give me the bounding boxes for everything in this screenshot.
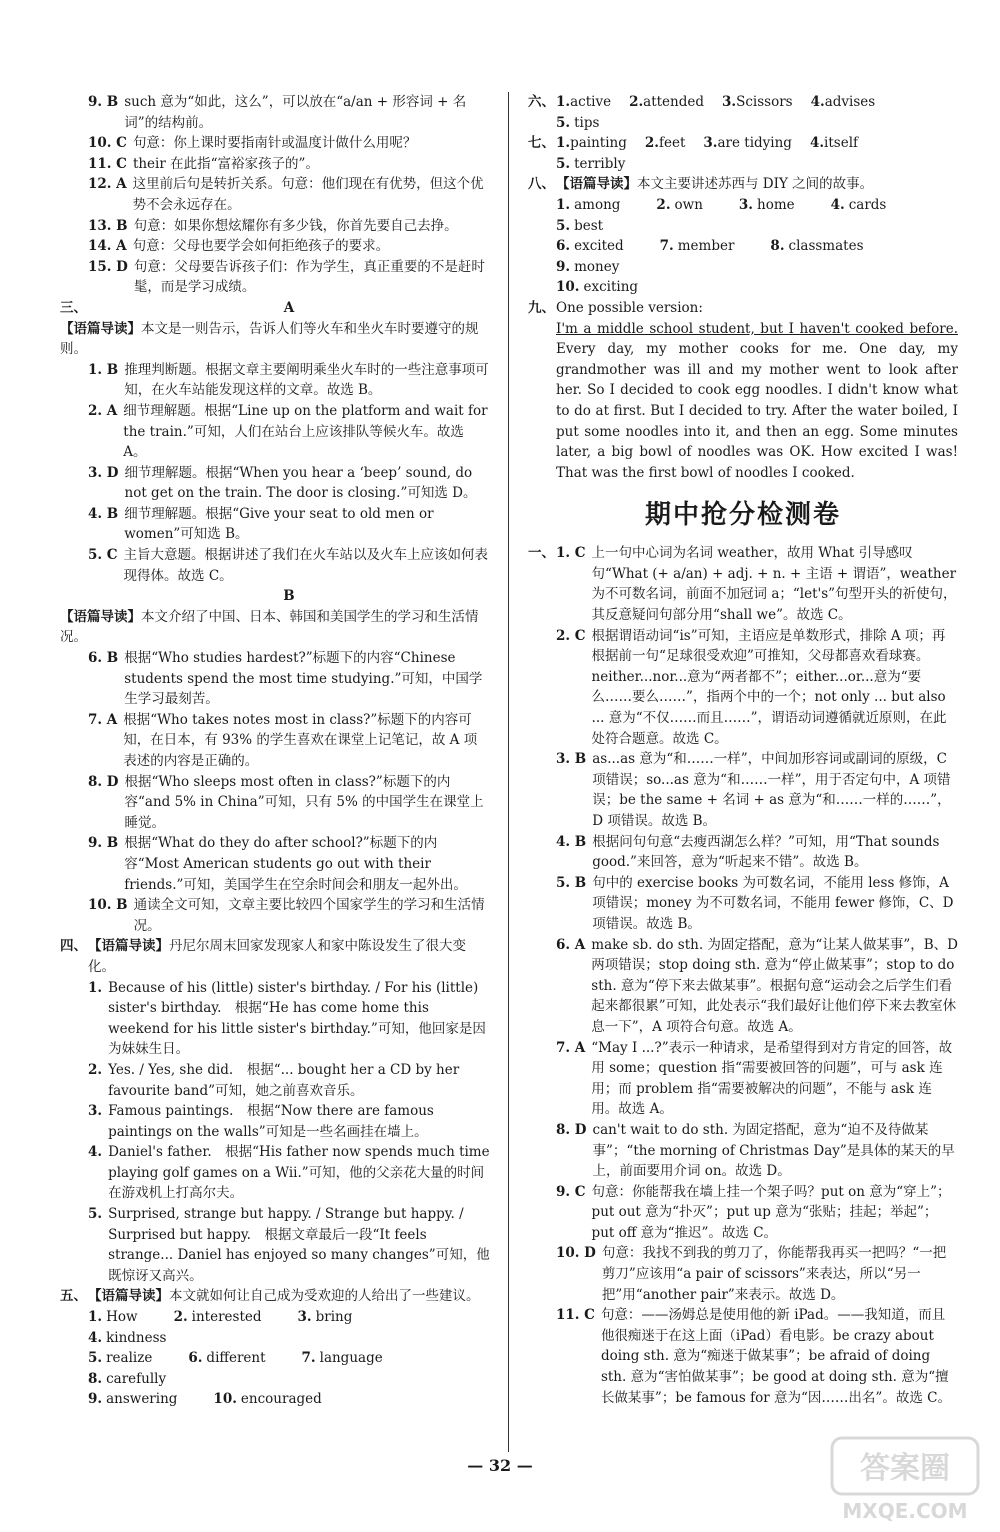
answer-item — [528, 832, 958, 873]
fill-answer — [629, 92, 704, 113]
answer-number: 1. — [556, 94, 571, 110]
section-guide — [88, 936, 490, 977]
fill-answer — [88, 1348, 170, 1369]
guide-label: 【语篇导读】 — [88, 1288, 169, 1305]
answer-number: 10. — [213, 1391, 237, 1408]
answer-number: 8. — [88, 1370, 103, 1387]
answer-number: 3. — [88, 1103, 103, 1120]
answer-word: cards — [848, 196, 887, 213]
fill-answer — [298, 1307, 371, 1328]
section-header — [528, 92, 958, 113]
answer-number: 7. — [301, 1350, 316, 1367]
answer-explanation: 细节理解题。根据“Line up on the platform and wait for the train.”可知，人们在站台上应该排队等候火车。故选 A。 — [123, 402, 488, 461]
section-guide — [556, 174, 958, 195]
answer-word: excited — [574, 238, 624, 255]
answer-explanation: 句意：我找不到我的剪刀了，你能帮我再买一把吗？“一把剪刀”应该用“a pair of scissors”来表达，所以“另一把”用“another pair”来表示。故选 D。 — [601, 1245, 947, 1303]
answer-number: 10. B — [88, 897, 128, 914]
answer-number: 8. D — [88, 773, 119, 790]
answer-word: painting — [570, 135, 627, 152]
answer-explanation: 根据问句句意“去瘦西湖怎么样？”可知，用“That sounds good.”来回答，意为“听起来不错”。故选 B。 — [592, 833, 940, 871]
section-header — [60, 1286, 490, 1307]
answer-word: interested — [191, 1309, 262, 1326]
answer-explanation: 细节理解题。根据“When you hear a ‘beep’ sound, do not get on the train. The door is closing.”可知选 D。 — [124, 464, 477, 502]
answer-number: 15. D — [88, 258, 128, 275]
section-label: 五、 — [60, 1288, 87, 1305]
section-header — [528, 543, 958, 625]
fill-answer — [556, 113, 617, 134]
fill-answer — [770, 236, 881, 257]
answer-number: 2. — [173, 1309, 188, 1326]
answer-explanation: 句意：你上课时要指南针或温度计做什么用呢？ — [132, 135, 417, 152]
answer-number: 2. — [644, 135, 659, 152]
page-number: — 32 — — [467, 1456, 533, 1475]
answer-explanation: 主旨大意题。根据讲述了我们在火车站以及火车上应该如何表现得体。故选 C。 — [123, 547, 489, 584]
answer-row — [528, 113, 958, 134]
answer-explanation: Surprised, strange but happy. / Strange but happy. / Surprised but happy. 根据文章最后一段“It feels strange... Daniel has enjoyed so many changes”可知，他既惊讶又高兴。 — [108, 1206, 490, 1284]
answer-explanation: 句意：如果你想炫耀你有多少钱，你首先要自己去挣。 — [133, 217, 458, 234]
fill-answer — [556, 277, 656, 298]
answer-explanation: 句中的 exercise books 为可数名词，不能用 less 修饰，A 项错误；money 为不可数名词，不能用 fewer 修饰，C、D 项错误。故选 B。 — [592, 874, 954, 932]
answer-number: 3. — [722, 94, 737, 110]
answer-number: 1. B — [88, 361, 119, 378]
answer-item — [60, 772, 490, 834]
answer-item — [60, 978, 490, 1060]
svg-text:MXQE.COM: MXQE.COM — [842, 1499, 968, 1523]
answer-number: 12. A — [88, 176, 127, 193]
answer-number: 4. — [830, 196, 845, 213]
answer-word: own — [674, 196, 703, 213]
answer-number: 1. — [556, 135, 571, 152]
fill-answer — [188, 1348, 283, 1369]
answer-word: feet — [658, 135, 686, 152]
fill-answer — [556, 154, 643, 175]
answer-item — [60, 895, 490, 936]
answer-item — [60, 463, 490, 504]
answer-number: 2. — [656, 196, 671, 213]
guide-text: 本文就如何让自己成为受欢迎的人给出了一些建议。 — [169, 1288, 480, 1305]
answer-number: 2. — [629, 94, 644, 110]
fill-answer — [556, 236, 642, 257]
answer-word: tips — [574, 114, 600, 131]
answer-explanation: 根据“Who takes notes most in class?”标题下的内容可知，在日本，有 93% 的学生喜欢在课堂上记笔记，故 A 项表述的内容是正确的。 — [123, 711, 478, 769]
fill-answer — [174, 1307, 280, 1328]
answer-explanation: 句意：父母要告诉孩子们：作为学生，真正重要的不是赶时髦，而是学习成绩。 — [133, 258, 485, 296]
fill-answer — [739, 195, 813, 216]
section-label: 六、 — [528, 94, 555, 110]
answer-row — [60, 1307, 490, 1348]
answer-explanation: such 意为“如此，这么”，可以放在“a/an + 形容词 + 名词”的结构前。 — [124, 94, 467, 131]
guide-text: 丹尼尔周末回家发现家人和家中陈设发生了很大变化。 — [88, 938, 466, 975]
column-divider — [508, 92, 509, 1452]
answer-item — [528, 749, 958, 831]
fill-answer — [810, 133, 858, 154]
answer-item — [528, 1038, 958, 1120]
fill-answer — [556, 133, 627, 154]
answer-number: 5. C — [88, 547, 118, 564]
answer-item — [60, 174, 490, 215]
answer-number: 3. — [297, 1309, 312, 1326]
section-header — [528, 298, 958, 319]
answer-word: exciting — [583, 279, 639, 296]
fill-answer — [213, 1389, 339, 1410]
section-label: 一、 — [528, 545, 555, 562]
answer-number: 9. — [556, 258, 571, 275]
answer-word: are tidying — [717, 135, 792, 152]
answer-explanation: Yes. / Yes, she did. 根据“... bought her a CD by her favourite band”可知，她之前喜欢音乐。 — [108, 1061, 460, 1099]
answer-word: active — [570, 94, 612, 110]
answer-number: 7. A — [88, 711, 118, 728]
fill-answer — [88, 1328, 184, 1349]
answer-number: 9. C — [556, 1183, 586, 1200]
answer-number: 6. A — [556, 936, 586, 953]
answer-number: 3. — [703, 135, 718, 152]
answer-number: 11. C — [556, 1307, 595, 1324]
fill-answer — [302, 1348, 401, 1369]
answer-number: 8. D — [556, 1121, 587, 1138]
answer-number: 9. B — [88, 94, 119, 110]
answer-number: 9. B — [88, 835, 119, 852]
answer-word: member — [677, 238, 735, 255]
answer-number: 10. C — [88, 135, 127, 152]
answer-row — [528, 277, 958, 298]
answer-word: classmates — [788, 238, 864, 255]
right-column — [528, 92, 958, 1408]
answer-item — [60, 1060, 490, 1101]
answer-explanation: 根据“What do they do after school?”标题下的内容“Most American students go out with their friends.”可知，美国学生在空余时间会和朋友一起外出。 — [124, 835, 467, 893]
answer-item — [60, 1101, 490, 1142]
answer-item — [60, 648, 490, 710]
fill-answer — [703, 133, 792, 154]
answer-number: 6. — [188, 1350, 203, 1367]
answer-number: 13. B — [88, 217, 128, 234]
answer-word: attended — [643, 94, 705, 110]
answer-number: 14. A — [88, 238, 127, 255]
section-label: 八、 — [528, 176, 555, 193]
guide-text: 本文是一则告示，告诉人们等火车和坐火车时要遵守的规则。 — [60, 320, 479, 358]
essay-opening: I'm a middle school student, but I haven't cooked before. — [556, 320, 958, 337]
answer-item — [60, 1142, 490, 1204]
answer-item — [528, 1305, 958, 1408]
answer-number: 7. A — [556, 1039, 586, 1056]
answer-number: 3. D — [88, 464, 119, 481]
section-header — [60, 298, 490, 319]
answer-word: How — [106, 1309, 138, 1326]
answer-explanation: 通读全文可知，文章主要比较四个国家学生的学习和生活情况。 — [133, 897, 485, 934]
answer-explanation: 根据谓语动词“is”可知，主语应是单数形式，排除 A 项；再根据前一句“足球很受欢迎”可推知，父母都喜欢看球赛。neither...nor...意为“两者都不”；either...or...意为“要么……要么……”，指两个中的一个；not only ... but also ... 意为“不仅……而且……”，谓语动词遵循就近原则，在此处符合题意。故选 C。 — [591, 627, 947, 747]
answer-number: 3. B — [556, 751, 587, 768]
answer-word: terribly — [574, 155, 626, 172]
guide-label: 【语篇导读】 — [60, 320, 141, 337]
answer-row — [556, 92, 958, 113]
answer-explanation: “May I ...?”表示一种请求，是希望得到对方肯定的回答，故用 some；question 指“需要被回答的问题”，可与 ask 连用；而 problem 指“需要被解决的问题”，不能与 ask 连用。故选 A。 — [591, 1039, 953, 1118]
answer-item — [60, 154, 490, 175]
fill-answer — [645, 133, 686, 154]
fill-answer — [656, 195, 720, 216]
answer-explanation: Daniel's father. 根据“His father now spends much time playing golf games on a Wii.”可知，他的父亲花大量的时间在游戏机上打高尔夫。 — [108, 1144, 490, 1202]
fill-answer — [556, 257, 637, 278]
answer-item — [60, 504, 490, 545]
answer-number: 4. — [88, 1144, 103, 1161]
answer-explanation: Famous paintings. 根据“Now there are famous paintings on the walls”可知是一些名画挂在墙上。 — [108, 1103, 434, 1140]
left-column — [60, 92, 490, 1410]
answer-number: 3. — [738, 196, 753, 213]
answer-item — [60, 545, 490, 586]
answer-item — [528, 1182, 958, 1244]
watermark-logo — [830, 1434, 980, 1524]
section-header — [60, 936, 490, 977]
section-header — [528, 133, 958, 154]
answer-item — [528, 1120, 958, 1182]
answer-item — [60, 133, 490, 154]
answer-word: among — [574, 196, 621, 213]
answer-number: 7. — [659, 238, 674, 255]
answer-word: money — [574, 258, 620, 275]
section-guide — [88, 1286, 490, 1307]
answer-item — [528, 935, 958, 1038]
answer-explanation: 根据“Who studies hardest?”标题下的内容“Chinese students spend the most time studying.”可知，中国学生学习最刻苦。 — [124, 650, 483, 708]
answer-word: home — [757, 196, 795, 213]
answer-number: 1. — [88, 979, 103, 996]
answer-item — [528, 626, 958, 750]
fill-answer — [88, 1389, 195, 1410]
answer-item — [60, 833, 490, 895]
answer-explanation: as...as 意为“和……一样”，中间加形容词或副词的原级，C 项错误；so...as 意为“和……一样”，用于否定句中，A 项错误；be the same + 名词 + as 意为“和……一样的……”，D 项错误。故选 B。 — [592, 751, 951, 829]
answer-word: carefully — [106, 1370, 167, 1387]
section-text: One possible version: — [556, 299, 703, 316]
answer-explanation: 句意：你能帮我在墙上挂一个架子吗？put on 意为“穿上”；put out 意为“扑灭”；put up 意为“张贴；挂起；举起”；put off 意为“推迟”。故选 C。 — [591, 1183, 951, 1241]
fill-answer — [556, 195, 638, 216]
answer-explanation: 句意：——汤姆总是使用他的新 iPad。——我知道，而且他很痴迷于在这上面（iPad）看电影。be crazy about doing sth. 意为“痴迷于做某事”；be afraid of doing sth. 意为“害怕做某事”；be good at doing sth. 意为“擅长做某事”；be famous for 意为“因……出名”。故选 C。 — [600, 1307, 951, 1406]
reading-guide — [60, 607, 490, 648]
answer-word: kindness — [106, 1329, 167, 1346]
answer-explanation: 细节理解题。根据“Give your seat to old men or women”可知选 B。 — [124, 505, 434, 543]
answer-word: bring — [315, 1309, 353, 1326]
answer-item — [60, 710, 490, 772]
answer-number: 1. C — [556, 545, 586, 562]
answer-number: 11. C — [88, 155, 127, 172]
answer-row — [528, 236, 958, 277]
answer-explanation: 推理判断题。根据文章主要阐明乘坐火车时的一些注意事项可知，在火车站能发现这样的文章。故选 B。 — [124, 361, 489, 399]
answer-number: 10. D — [556, 1245, 596, 1262]
section-label: 七、 — [528, 135, 555, 152]
answer-row — [528, 154, 958, 175]
answer-number: 4. — [809, 135, 825, 152]
answer-number: 10. — [556, 279, 580, 296]
fill-answer — [811, 92, 876, 113]
answer-explanation: 根据“Who sleeps most often in class?”标题下的内容“and 5% in China”可知，只有 5% 的中国学生在课堂上睡觉。 — [124, 773, 484, 831]
answer-word: encouraged — [240, 1391, 322, 1408]
answer-item — [528, 1243, 958, 1305]
answer-word: realize — [106, 1350, 153, 1367]
answer-word: Scissors — [736, 94, 793, 110]
answer-number: 2. A — [88, 402, 118, 419]
answer-explanation: can't wait to do sth. 为固定搭配，意为“迫不及待做某事”；“the morning of Christmas Day”是具体的某天的早上，前面要用介词 on。故选 D。 — [592, 1121, 955, 1180]
section-label: 四、 — [60, 938, 87, 955]
answer-number: 4. B — [556, 833, 587, 850]
guide-label: 【语篇导读】 — [88, 938, 169, 955]
answer-item — [556, 543, 958, 625]
answer-number: 6. — [556, 238, 571, 255]
section-label: 三、 — [60, 299, 87, 316]
answer-number: 5. — [88, 1350, 103, 1367]
svg-text:答案圈: 答案圈 — [860, 1451, 950, 1486]
section-text: A — [283, 299, 295, 316]
answer-number: 9. — [88, 1391, 103, 1408]
answer-word: language — [319, 1350, 383, 1367]
answer-number: 5. — [556, 155, 571, 172]
answer-explanation: 上一句中心词为名词 weather，故用 What 引导感叹句“What (+ a/an) + adj. + n. + 主语 + 谓语”，weather 为不可数名词，前面不加冠词 a；“let's”句型开头的祈使句，其反意疑问句部分用“shall we”。故选 C。 — [591, 545, 957, 624]
section-label: 九、 — [528, 299, 555, 316]
reading-guide — [60, 319, 490, 360]
answer-explanation: Because of his (little) sister's birthday. / For his (little) sister's birthday. 根据“He has come home this weekend for his little sister's birthday.”可知，他回家是因为妹妹生日。 — [108, 979, 486, 1058]
answer-number: 4. — [88, 1329, 103, 1346]
answer-word: different — [206, 1350, 266, 1367]
answer-number: 4. B — [88, 505, 119, 522]
guide-text: 本文介绍了中国、日本、韩国和美国学生的学习和生活情况。 — [60, 608, 479, 646]
fill-answer — [556, 92, 611, 113]
answer-number: 6. B — [88, 650, 119, 667]
answer-item — [60, 257, 490, 298]
answer-word: itself — [824, 135, 859, 152]
answer-number: 1. — [556, 196, 571, 213]
answer-row — [556, 133, 958, 154]
fill-answer — [831, 195, 905, 216]
answer-number: 1. — [88, 1309, 103, 1326]
answer-word: advises — [824, 94, 876, 110]
fill-answer — [556, 216, 621, 237]
answer-number: 5. — [556, 114, 571, 131]
section-header — [528, 174, 958, 195]
guide-label: 【语篇导读】 — [60, 608, 141, 625]
answer-row — [60, 1348, 490, 1389]
essay-body: Every day, my mother cooks for me. One day, my grandmother was ill and my mother went to look after her. So I decided to cook egg noodles. I didn't know what to do at first. But I decided to try. After the water boiled, I put some noodles into it, and then an egg. Some minutes later, a big bowl of noodles was OK. How excited I was! That was the first bowl of noodles I cooked. — [556, 341, 958, 481]
answer-number: 5. — [88, 1206, 103, 1223]
answer-number: 4. — [810, 94, 825, 110]
fill-answer — [722, 92, 793, 113]
answer-item — [528, 873, 958, 935]
sample-essay — [528, 319, 958, 484]
subsection-label: B — [283, 588, 295, 605]
fill-answer — [88, 1369, 184, 1390]
fill-answer — [88, 1307, 156, 1328]
guide-text: 本文主要讲述苏西与 DIY 之间的故事。 — [637, 176, 874, 193]
answer-row — [528, 195, 958, 236]
answer-row — [60, 1389, 490, 1410]
exam-title: 期中抢分检测卷 — [644, 500, 841, 531]
answer-number: 5. B — [556, 874, 587, 891]
answer-item — [60, 1204, 490, 1286]
answer-explanation: make sb. do sth. 为固定搭配，意为“让某人做某事”，B、D 两项错误；stop doing sth. 意为“停止做某事”；stop to do sth. 意为“停下来去做某事”。根据句意“运动会之后学生们看起来都很累”可知，此处表示“我们最好让他们停下来去教室休息一下”，A 项符合句意。故选 A。 — [591, 936, 958, 1035]
answer-item — [60, 401, 490, 463]
answer-item — [60, 236, 490, 257]
answer-explanation: their 在此指“富裕家孩子的”。 — [132, 155, 319, 172]
answer-item — [60, 92, 490, 133]
answer-explanation: 句意：父母也要学会如何拒绝孩子的要求。 — [132, 238, 390, 255]
answer-number: 2. C — [556, 627, 586, 644]
answer-item — [60, 360, 490, 401]
answer-number: 8. — [770, 238, 785, 255]
answer-item — [60, 216, 490, 237]
guide-label: 【语篇导读】 — [556, 176, 637, 193]
answer-number: 5. — [556, 217, 571, 234]
answer-word: best — [574, 217, 604, 234]
answer-word: answering — [106, 1391, 178, 1408]
answer-explanation: 这里前后句是转折关系。句意：他们现在有优势，但这个优势不会永远存在。 — [132, 176, 484, 213]
answer-number: 2. — [88, 1061, 103, 1078]
fill-answer — [660, 236, 753, 257]
